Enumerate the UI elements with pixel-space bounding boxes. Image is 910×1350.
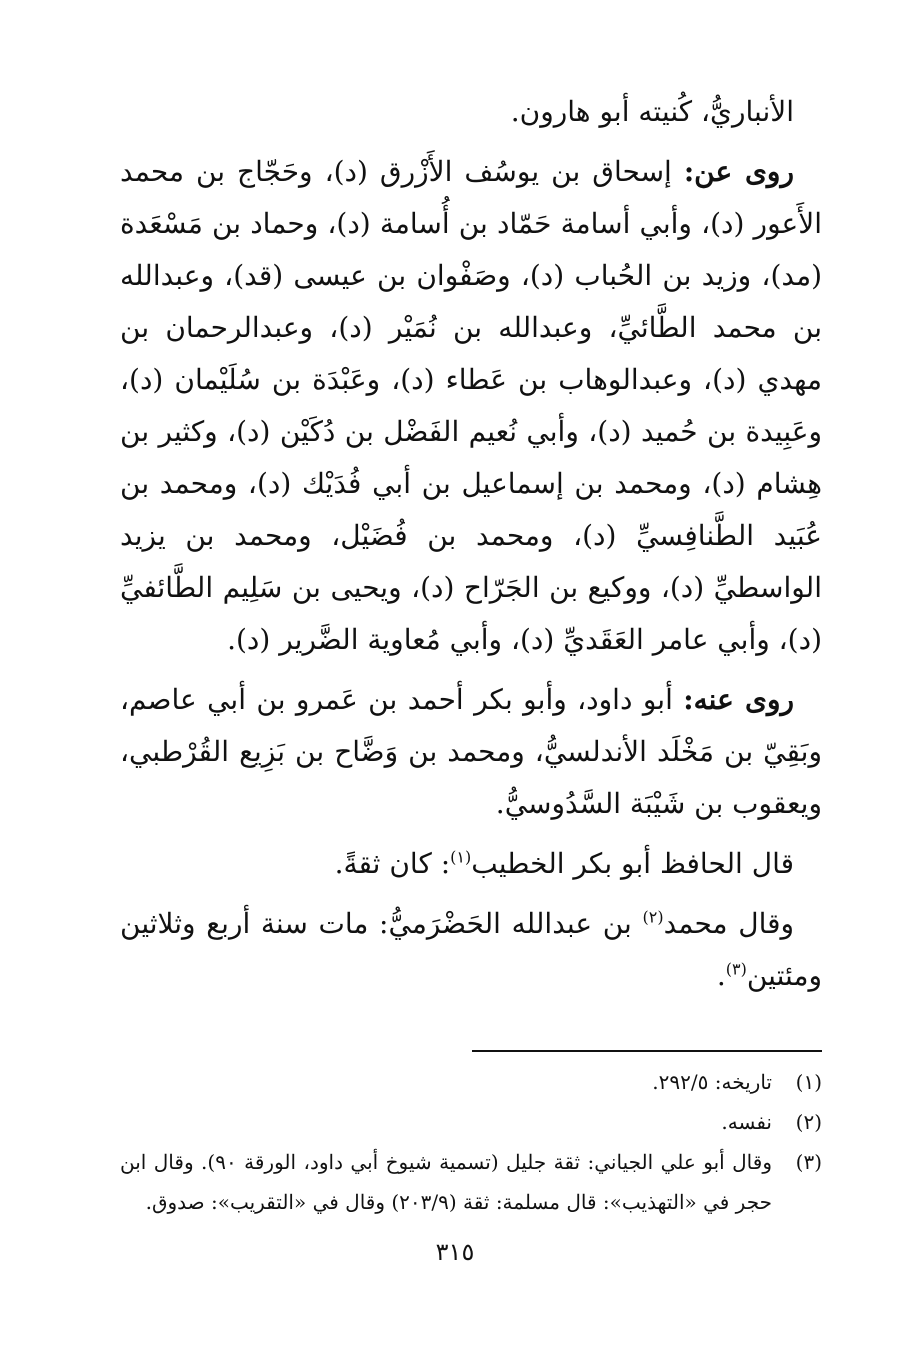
khatib-statement-text-start: قال الحافظ أبو بكر الخطيب	[471, 847, 794, 880]
hadrami-statement-text-middle: بن عبدالله الحَضْرَميُّ: مات سنة أربع وثلاثين ومئتين	[120, 907, 822, 992]
footnote-number: (١)	[795, 1070, 822, 1094]
footnote-1	[120, 1062, 822, 1102]
footnote-ref-1: (١)	[450, 847, 472, 867]
footnote-number: (٣)	[795, 1150, 822, 1174]
hadrami-statement	[120, 898, 822, 1002]
kunya-text: الأنباريُّ، كُنيته أبو هارون.	[510, 95, 794, 128]
footnote-text: نفسه.	[721, 1110, 772, 1134]
hadrami-statement-text-start: وقال محمد	[663, 907, 794, 940]
footnote-3	[120, 1142, 822, 1222]
riwa-an-paragraph	[120, 146, 822, 666]
khatib-statement	[120, 838, 822, 890]
main-text	[120, 86, 822, 1002]
footnote-text: وقال أبو علي الجياني: ثقة جليل (تسمية شيوخ أبي داود، الورقة ٩٠). وقال ابن حجر في «التهذيب»: قال مسلمة: ثقة (٢٠٣/٩) وقال في «التقريب»: صدوق.	[120, 1150, 772, 1214]
riwa-an-text: إسحاق بن يوسُف الأَزْرق (د)، وحَجّاج بن محمد الأَعور (د)، وأبي أسامة حَمّاد بن أُسامة (د)، وحماد بن مَسْعَدة (مد)، وزيد بن الحُباب (د)، وصَفْوان بن عيسى (قد)، وعبدالله بن محمد الطَّائيِّ، وعبدالله بن نُمَيْر (د)، وعبدالرحمان بن مهدي (د)، وعبدالوهاب بن عَطاء (د)، وعَبْدَة بن سُلَيْمان (د)، وعَبِيدة بن حُميد (د)، وأبي نُعيم الفَضْل بن دُكَيْن (د)، وكثير بن هِشام (د)، ومحمد بن إسماعيل بن أبي فُدَيْك (د)، ومحمد بن عُبَيد الطَّنافِسيِّ (د)، ومحمد بن فُضَيْل، ومحمد بن يزيد الواسطيِّ (د)، ووكيع بن الجَرّاح (د)، ويحيى بن سَلِيم الطَّائفيِّ (د)، وأبي عامر العَقَديِّ (د)، وأبي مُعاوية الضَّرير (د).	[120, 155, 822, 656]
footnote-2	[120, 1102, 822, 1142]
nisba-kunya-line	[120, 86, 822, 138]
footnote-text: تاريخه: ٢٩٢/٥.	[652, 1070, 772, 1094]
page-number: ٣١٥	[435, 1238, 475, 1266]
footnote-divider	[472, 1050, 822, 1052]
hadrami-statement-period: .	[716, 959, 726, 992]
footnote-number: (٢)	[795, 1110, 822, 1134]
footnote-ref-3: (٣)	[725, 959, 747, 979]
riwa-anhu-paragraph	[120, 674, 822, 830]
khatib-statement-text-end: : كان ثقةً.	[334, 847, 451, 880]
riwa-anhu-text: أبو داود، وأبو بكر أحمد بن عَمرو بن أبي عاصم، وبَقِيّ بن مَخْلَد الأندلسيُّ، ومحمد بن وَضَّاح بن بَزِيع القُرْطبي، ويعقوب بن شَيْبَة السَّدُوسيُّ.	[120, 683, 822, 820]
footnote-ref-2: (٢)	[642, 907, 664, 927]
riwa-an-label: روى عن:	[683, 155, 794, 188]
riwa-anhu-label: روى عنه:	[683, 683, 794, 716]
footnotes-section	[120, 1062, 822, 1222]
